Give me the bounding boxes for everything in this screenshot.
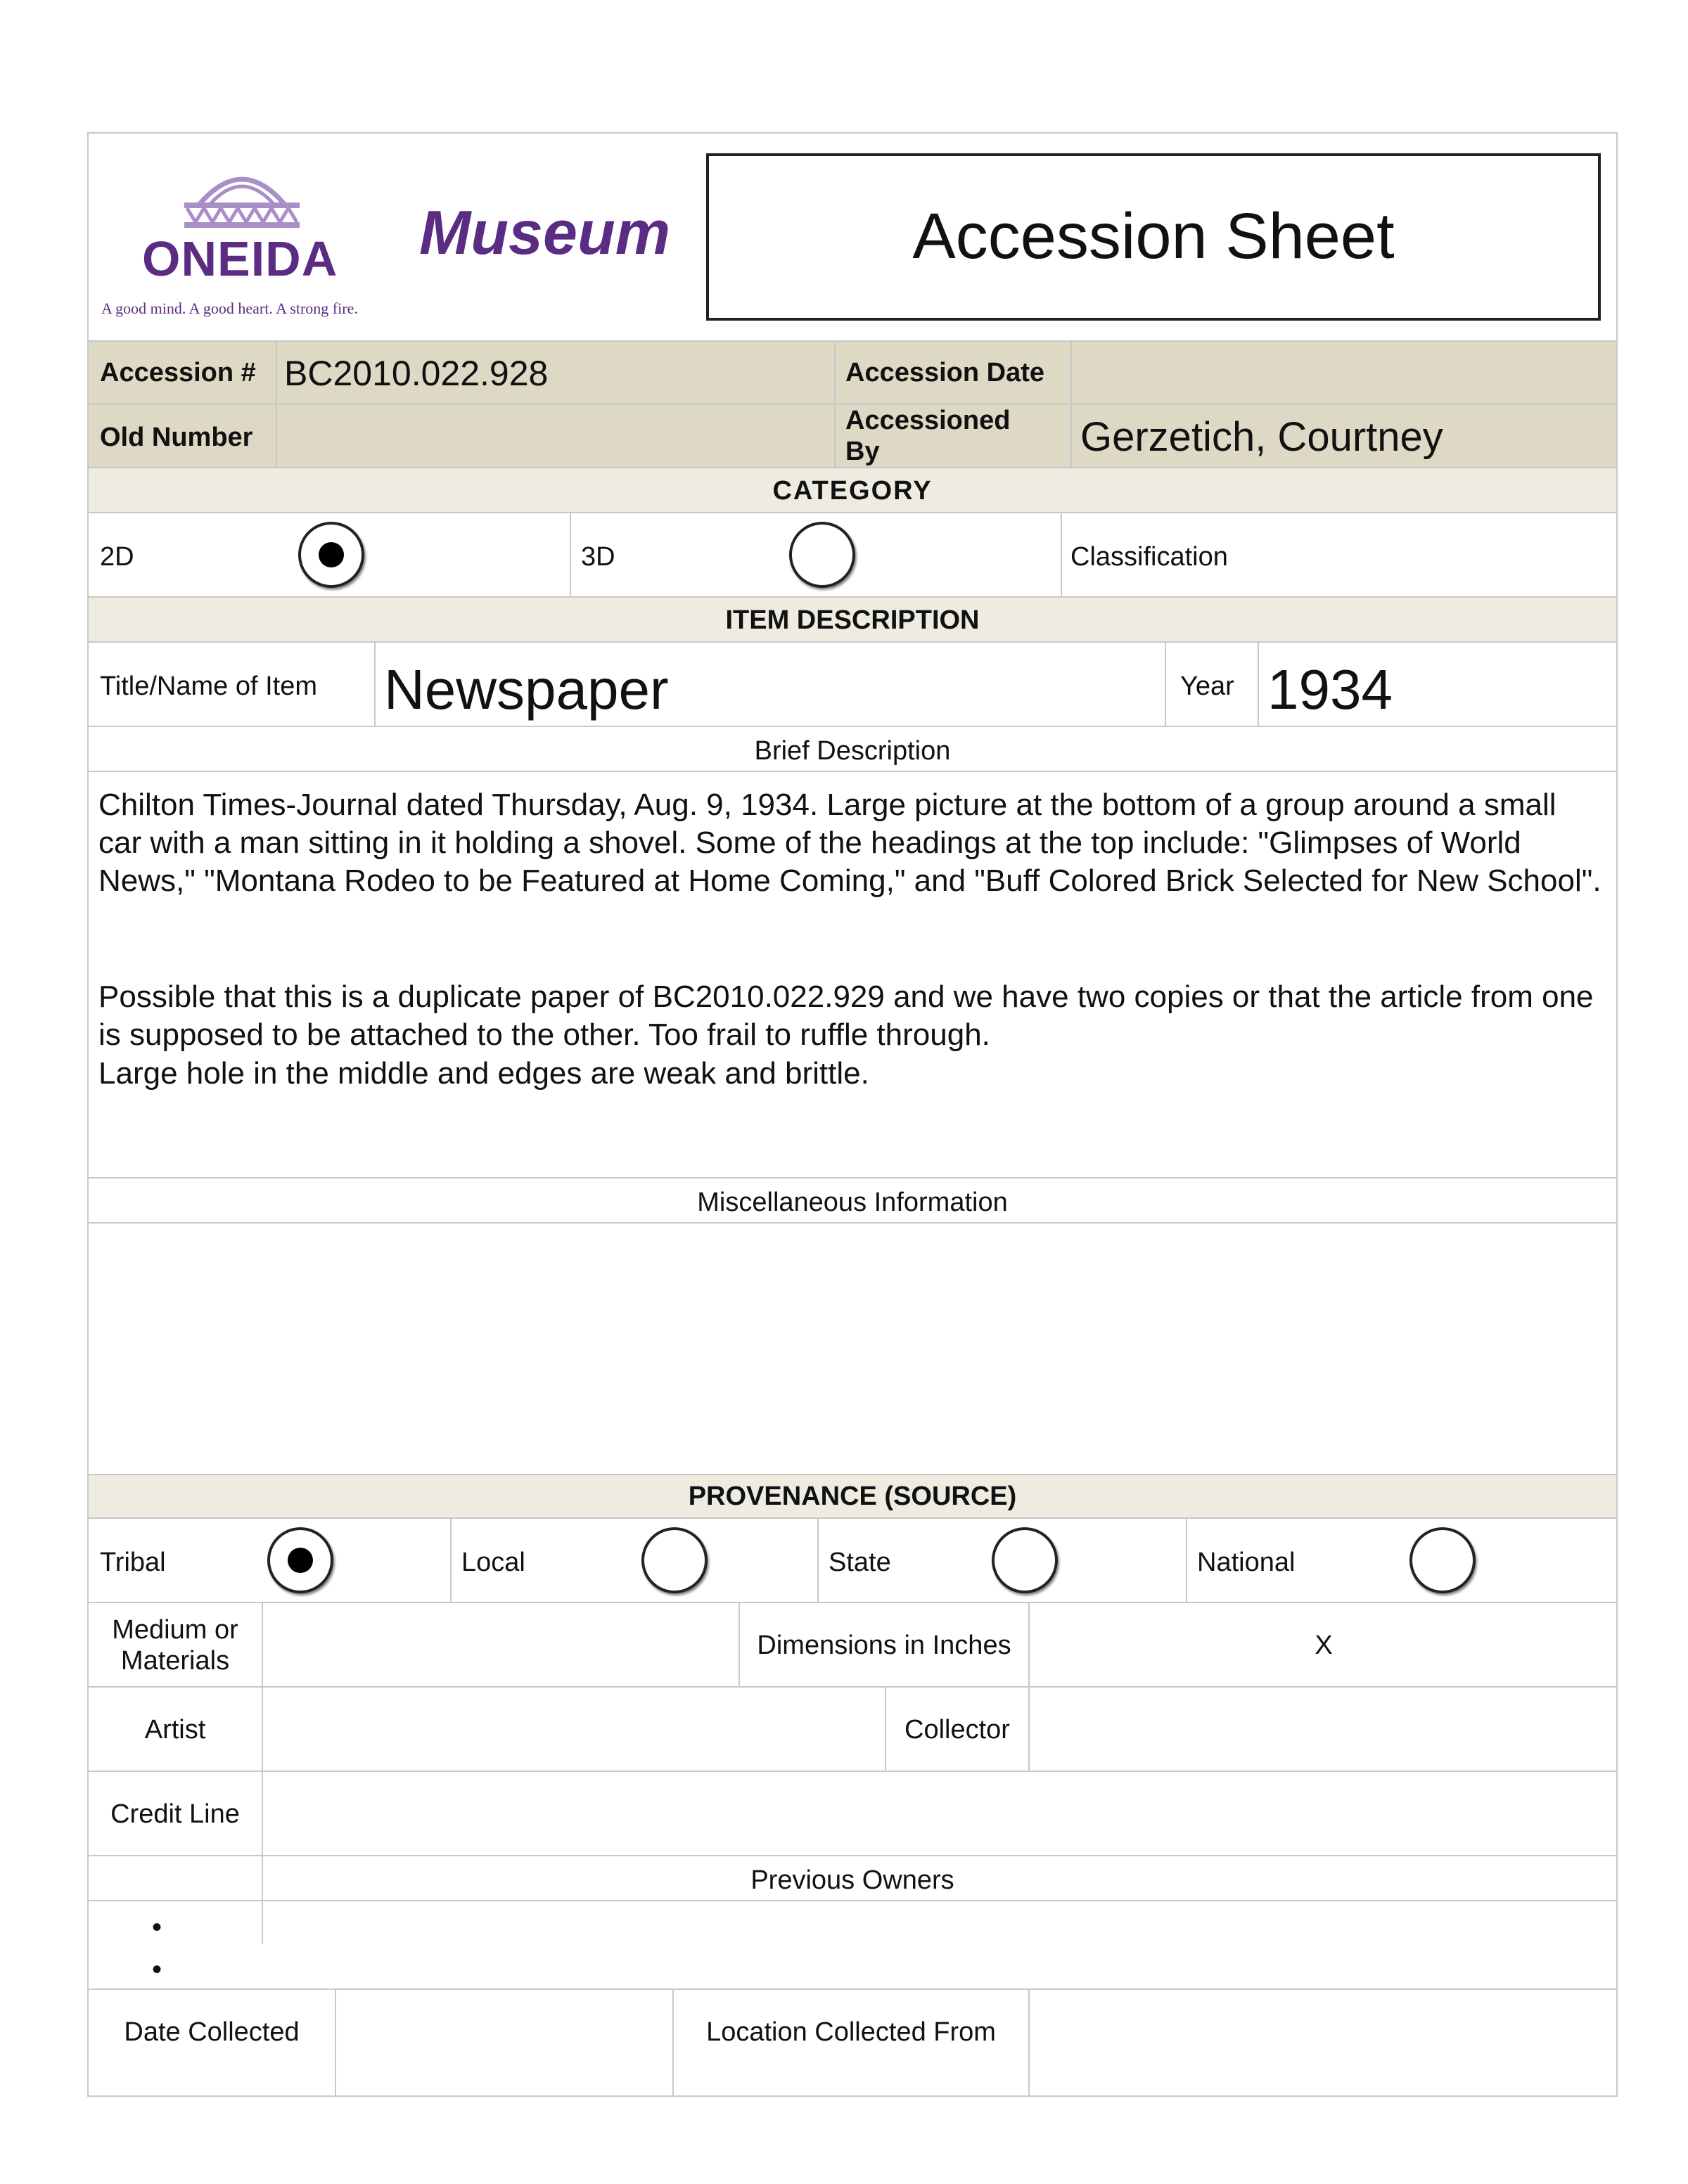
oneida-logo: [101, 162, 397, 323]
credit-line-label: Credit Line: [110, 1799, 240, 1829]
item-year-label: Year: [1180, 672, 1234, 701]
location-collected-field[interactable]: [1030, 1990, 1618, 2095]
accession-number-label: Accession #: [100, 358, 256, 387]
sheet-title: Accession Sheet: [912, 200, 1395, 272]
list-item: •: [152, 1912, 162, 1943]
item-title-label: Title/Name of Item: [100, 672, 318, 701]
item-title-value[interactable]: Newspaper: [384, 658, 669, 721]
provenance-national-label: National: [1197, 1548, 1296, 1577]
provenance-state-radio[interactable]: [992, 1527, 1058, 1593]
misc-information-field[interactable]: [89, 1223, 1616, 1474]
artist-label: Artist: [144, 1715, 206, 1745]
description-paragraph: Large hole in the middle and edges are weak and brittle.: [98, 1056, 869, 1091]
accession-sheet: [87, 132, 1618, 2097]
artist-field[interactable]: [263, 1688, 885, 1771]
dimensions-label: Dimensions in Inches: [757, 1631, 1011, 1660]
collector-label: Collector: [904, 1715, 1010, 1745]
collector-field[interactable]: [1030, 1688, 1618, 1771]
previous-owners-list[interactable]: [89, 1901, 1616, 1989]
misc-information-label: Miscellaneous Information: [697, 1188, 1008, 1217]
provenance-local-radio[interactable]: [641, 1527, 708, 1593]
museum-label: Museum: [419, 198, 670, 267]
medium-label-line1: Medium or: [112, 1615, 238, 1645]
old-number-label: Old Number: [100, 423, 253, 452]
brief-description-label: Brief Description: [754, 736, 951, 766]
item-description-heading: ITEM DESCRIPTION: [725, 605, 980, 635]
provenance-national-radio[interactable]: [1409, 1527, 1476, 1593]
description-paragraph: Possible that this is a duplicate paper of BC2010.022.929 and we have two copies or that the article from one is supposed to be attached to the other. Too frail to ruffle through.: [98, 979, 1594, 1052]
category-2d-radio[interactable]: [298, 522, 364, 588]
brief-description-text[interactable]: [89, 771, 1616, 1178]
accessioned-by-label-line1: Accessioned: [845, 406, 1011, 435]
date-collected-label: Date Collected: [124, 2017, 300, 2047]
accession-date-label: Accession Date: [845, 358, 1045, 387]
provenance-tribal-radio[interactable]: [267, 1527, 333, 1593]
medium-field[interactable]: [263, 1603, 738, 1686]
date-collected-field[interactable]: [336, 1990, 672, 2095]
logo-tagline: A good mind. A good heart. A strong fire.: [101, 300, 358, 317]
provenance-heading: PROVENANCE (SOURCE): [688, 1482, 1017, 1511]
list-item: •: [152, 1954, 162, 1985]
accessioned-by-label-line2: By: [845, 437, 880, 466]
selected-dot-icon: [288, 1548, 313, 1573]
description-paragraph: Chilton Times-Journal dated Thursday, Aug. 9, 1934. Large picture at the bottom of a group around a small car with a man sitting in it holding a shovel. Some of the headings at the top include: "Glimpses of World News," "Montana Rodeo to be Featured at Home Coming," and "Buff Colored Brick Selected for New School".: [98, 788, 1601, 898]
accessioned-by-value[interactable]: Gerzetich, Courtney: [1080, 414, 1443, 460]
accession-number-value[interactable]: BC2010.022.928: [284, 354, 549, 393]
location-collected-label: Location Collected From: [706, 2017, 996, 2047]
classification-label: Classification: [1070, 542, 1228, 572]
category-3d-radio[interactable]: [789, 522, 855, 588]
provenance-tribal-label: Tribal: [100, 1548, 166, 1577]
credit-line-field[interactable]: [263, 1772, 1618, 1855]
category-heading: CATEGORY: [772, 476, 933, 506]
provenance-local-label: Local: [461, 1548, 525, 1577]
category-3d-label: 3D: [581, 542, 615, 572]
item-year-value[interactable]: 1934: [1267, 658, 1393, 721]
dimensions-separator[interactable]: X: [1315, 1631, 1333, 1660]
logo-wordmark: ONEIDA: [142, 231, 338, 286]
selected-dot-icon: [319, 542, 344, 567]
previous-owners-label: Previous Owners: [750, 1865, 954, 1895]
provenance-state-label: State: [829, 1548, 891, 1577]
longhouse-emblem-icon: [172, 162, 312, 232]
medium-label-line2: Materials: [120, 1646, 230, 1676]
category-2d-label: 2D: [100, 542, 134, 572]
title-box: [706, 153, 1601, 321]
